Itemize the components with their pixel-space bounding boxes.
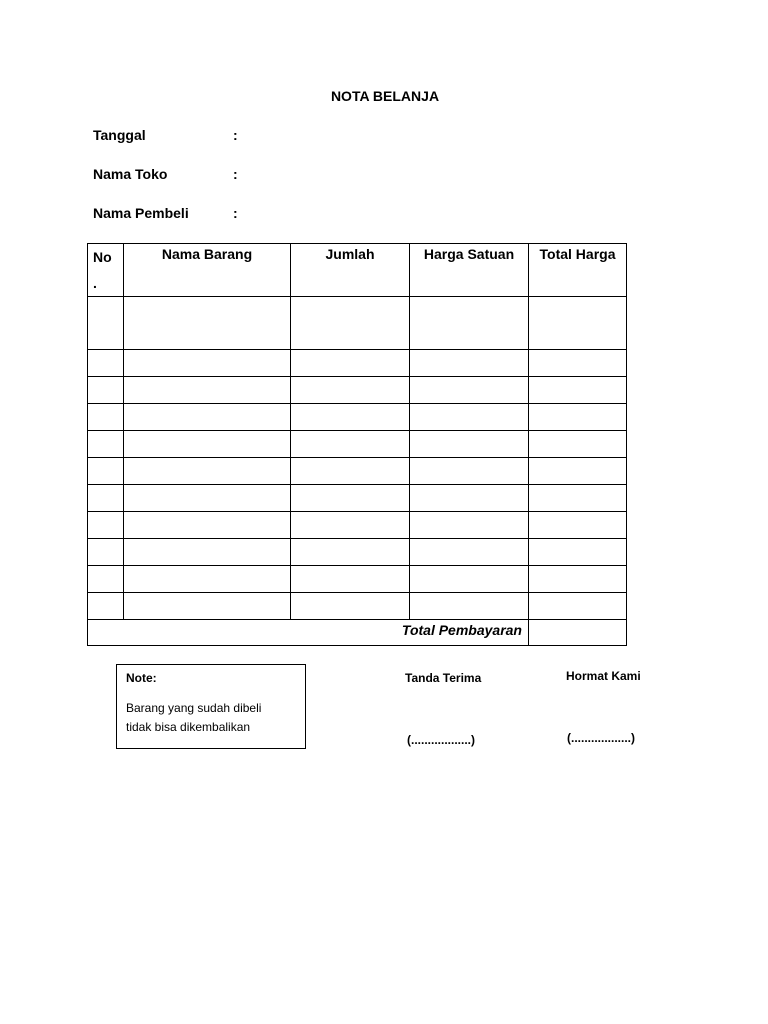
- total-pembayaran-label: Total Pembayaran: [88, 620, 529, 646]
- table-cell[interactable]: [88, 350, 124, 377]
- table-row: [88, 350, 627, 377]
- table-cell[interactable]: [529, 485, 627, 512]
- header-harga-satuan: Harga Satuan: [410, 244, 529, 297]
- table-row: [88, 512, 627, 539]
- table-cell[interactable]: [88, 485, 124, 512]
- table-cell[interactable]: [124, 377, 291, 404]
- table-cell[interactable]: [88, 593, 124, 620]
- table-cell[interactable]: [88, 512, 124, 539]
- header-no-line2: .: [93, 275, 97, 291]
- field-tanggal-label: Tanggal: [93, 127, 146, 143]
- field-nama-pembeli-label: Nama Pembeli: [93, 205, 189, 221]
- sender-label: Hormat Kami: [566, 669, 641, 683]
- header-no: [88, 244, 124, 297]
- table-cell[interactable]: [410, 539, 529, 566]
- table-cell[interactable]: [291, 458, 410, 485]
- note-line-1: Barang yang sudah dibeli: [126, 701, 262, 715]
- table-row: [88, 485, 627, 512]
- table-header-row: [88, 244, 627, 297]
- table-row: [88, 458, 627, 485]
- table-row: [88, 404, 627, 431]
- table-cell[interactable]: [529, 431, 627, 458]
- header-jumlah: Jumlah: [291, 244, 410, 297]
- table-cell[interactable]: [529, 404, 627, 431]
- table-cell[interactable]: [529, 566, 627, 593]
- table-cell[interactable]: [124, 431, 291, 458]
- note-line-2: tidak bisa dikembalikan: [126, 720, 251, 734]
- table-cell[interactable]: [410, 431, 529, 458]
- field-nama-pembeli-colon: :: [233, 205, 238, 221]
- table-cell[interactable]: [529, 377, 627, 404]
- table-cell[interactable]: [124, 566, 291, 593]
- table-cell[interactable]: [124, 512, 291, 539]
- table-cell[interactable]: [291, 404, 410, 431]
- table-cell[interactable]: [410, 512, 529, 539]
- table-cell[interactable]: [410, 458, 529, 485]
- table-cell[interactable]: [529, 458, 627, 485]
- table-cell[interactable]: [88, 458, 124, 485]
- table-cell[interactable]: [529, 512, 627, 539]
- table-cell[interactable]: [529, 539, 627, 566]
- table-row: [88, 593, 627, 620]
- field-tanggal: [93, 127, 238, 143]
- table-cell[interactable]: [410, 404, 529, 431]
- table-cell[interactable]: [529, 350, 627, 377]
- receiver-signature-blank: (..................): [407, 733, 476, 747]
- table-cell[interactable]: [124, 297, 291, 350]
- table-cell[interactable]: [291, 431, 410, 458]
- note-title: Note:: [126, 671, 157, 685]
- receiver-label: Tanda Terima: [405, 671, 482, 685]
- header-nama-barang: Nama Barang: [124, 244, 291, 297]
- table-cell[interactable]: [291, 539, 410, 566]
- table-cell[interactable]: [529, 593, 627, 620]
- table-cell[interactable]: [529, 297, 627, 350]
- header-no-line1: No: [93, 249, 112, 265]
- table-row: [88, 539, 627, 566]
- table-cell[interactable]: [124, 593, 291, 620]
- table-cell[interactable]: [291, 297, 410, 350]
- items-table: [87, 243, 627, 646]
- table-cell[interactable]: [410, 485, 529, 512]
- table-cell[interactable]: [410, 297, 529, 350]
- table-cell[interactable]: [410, 566, 529, 593]
- table-cell[interactable]: [124, 404, 291, 431]
- field-nama-toko-colon: :: [233, 166, 238, 182]
- table-cell[interactable]: [291, 593, 410, 620]
- total-row: [88, 620, 627, 646]
- table-cell[interactable]: [124, 458, 291, 485]
- table-row: [88, 297, 627, 350]
- note-box: [116, 664, 306, 749]
- table-cell[interactable]: [291, 350, 410, 377]
- header-total-harga: Total Harga: [529, 244, 627, 297]
- table-cell[interactable]: [291, 566, 410, 593]
- table-cell[interactable]: [88, 297, 124, 350]
- field-tanggal-colon: :: [233, 127, 238, 143]
- table-cell[interactable]: [410, 377, 529, 404]
- table-cell[interactable]: [410, 593, 529, 620]
- total-pembayaran-cell[interactable]: [529, 620, 627, 646]
- table-row: [88, 431, 627, 458]
- table-cell[interactable]: [291, 377, 410, 404]
- table-cell[interactable]: [88, 566, 124, 593]
- table-cell[interactable]: [124, 539, 291, 566]
- table-cell[interactable]: [291, 512, 410, 539]
- table-row: [88, 566, 627, 593]
- table-cell[interactable]: [291, 485, 410, 512]
- document-title: NOTA BELANJA: [330, 88, 440, 104]
- table-cell[interactable]: [410, 350, 529, 377]
- table-cell[interactable]: [124, 485, 291, 512]
- field-nama-pembeli: [93, 205, 238, 221]
- table-cell[interactable]: [88, 377, 124, 404]
- sender-signature-blank: (..................): [567, 731, 636, 745]
- field-nama-toko-label: Nama Toko: [93, 166, 168, 182]
- table-cell[interactable]: [88, 539, 124, 566]
- table-row: [88, 377, 627, 404]
- table-cell[interactable]: [88, 431, 124, 458]
- table-cell[interactable]: [88, 404, 124, 431]
- table-cell[interactable]: [124, 350, 291, 377]
- field-nama-toko: [93, 166, 238, 182]
